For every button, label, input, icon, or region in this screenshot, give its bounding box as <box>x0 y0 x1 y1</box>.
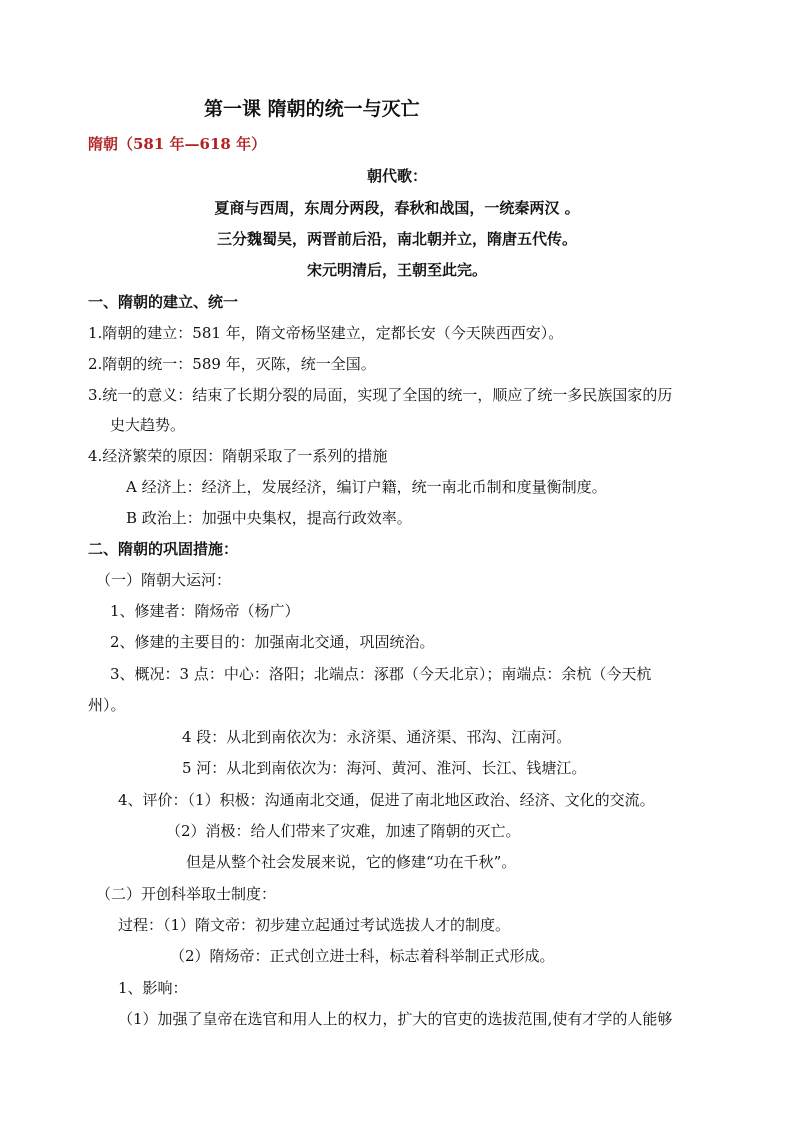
section2-heading: 二、隋朝的巩固措施： <box>88 540 239 558</box>
exam-line-2: （2）隋炀帝：正式创立进士科，标志着科举制正式形成。 <box>170 947 555 965</box>
song-heading: 朝代歌： <box>366 167 427 185</box>
section1-item-2: 2.隋朝的统一：589 年，灭陈，统一全国。 <box>88 355 376 373</box>
song-line-3: 宋元明清后，王朝至此完。 <box>306 261 487 279</box>
section1-item-4a: A 经济上：经济上，发展经济，编订户籍，统一南北币制和度量衡制度。 <box>126 478 607 496</box>
exam-heading: （二）开创科举取士制度： <box>96 885 277 903</box>
exam-line-1: 过程：（1）隋文帝：初步建立起通过考试选拔人才的制度。 <box>118 916 511 934</box>
song-line-2: 三分魏蜀吴，两晋前后沿，南北朝并立，隋唐五代传。 <box>216 230 577 248</box>
canal-line-2: 2、修建的主要目的：加强南北交通，巩固统治。 <box>110 633 435 651</box>
section1-item-4b: B 政治上：加强中央集权，提高行政效率。 <box>126 509 412 527</box>
canal-line-6: 4、评价：（1）积极：沟通南北交通，促进了南北地区政治、经济、文化的交流。 <box>118 791 655 809</box>
section1-item-4: 4.经济繁荣的原因：隋朝采取了一系列的措施 <box>88 447 388 465</box>
section1-item-1: 1.隋朝的建立：581 年，隋文帝杨坚建立，定都长安（今天陕西西安）。 <box>88 324 564 342</box>
section1-heading: 一、隋朝的建立、统一 <box>88 293 239 311</box>
dynasty-period: 隋朝（581 年—618 年） <box>88 135 267 153</box>
exam-line-4: （1）加强了皇帝在选官和用人上的权力，扩大的官吏的选拔范围,使有才学的人能够 <box>118 1010 673 1028</box>
exam-line-3: 1、影响： <box>118 979 188 997</box>
page-title: 第一课 隋朝的统一与灭亡 <box>204 98 420 120</box>
canal-line-5: 5 河：从北到南依次为：海河、黄河、淮河、长江、钱塘江。 <box>182 759 587 777</box>
canal-line-8: 但是从整个社会发展来说，它的修建“功在千秋”。 <box>186 853 517 871</box>
canal-line-3-cont: 州）。 <box>88 696 126 714</box>
canal-line-1: 1、修建者：隋炀帝（杨广） <box>110 602 300 620</box>
section1-item-3: 3.统一的意义：结束了长期分裂的局面，实现了全国的统一，顺应了统一多民族国家的历 <box>88 386 673 404</box>
canal-line-4: 4 段：从北到南依次为：永济渠、通济渠、邗沟、江南河。 <box>182 728 572 746</box>
song-line-1: 夏商与西周，东周分两段，春秋和战国，一统秦两汉 。 <box>214 199 580 217</box>
canal-line-3: 3、概况：3 点：中心：洛阳；北端点：涿郡（今天北京）；南端点：余杭（今天杭 <box>110 665 652 683</box>
section1-item-3-cont: 史大趋势。 <box>110 416 186 434</box>
canal-heading: （一）隋朝大运河： <box>96 571 232 589</box>
canal-line-7: （2）消极：给人们带来了灾难，加速了隋朝的灭亡。 <box>166 822 521 840</box>
